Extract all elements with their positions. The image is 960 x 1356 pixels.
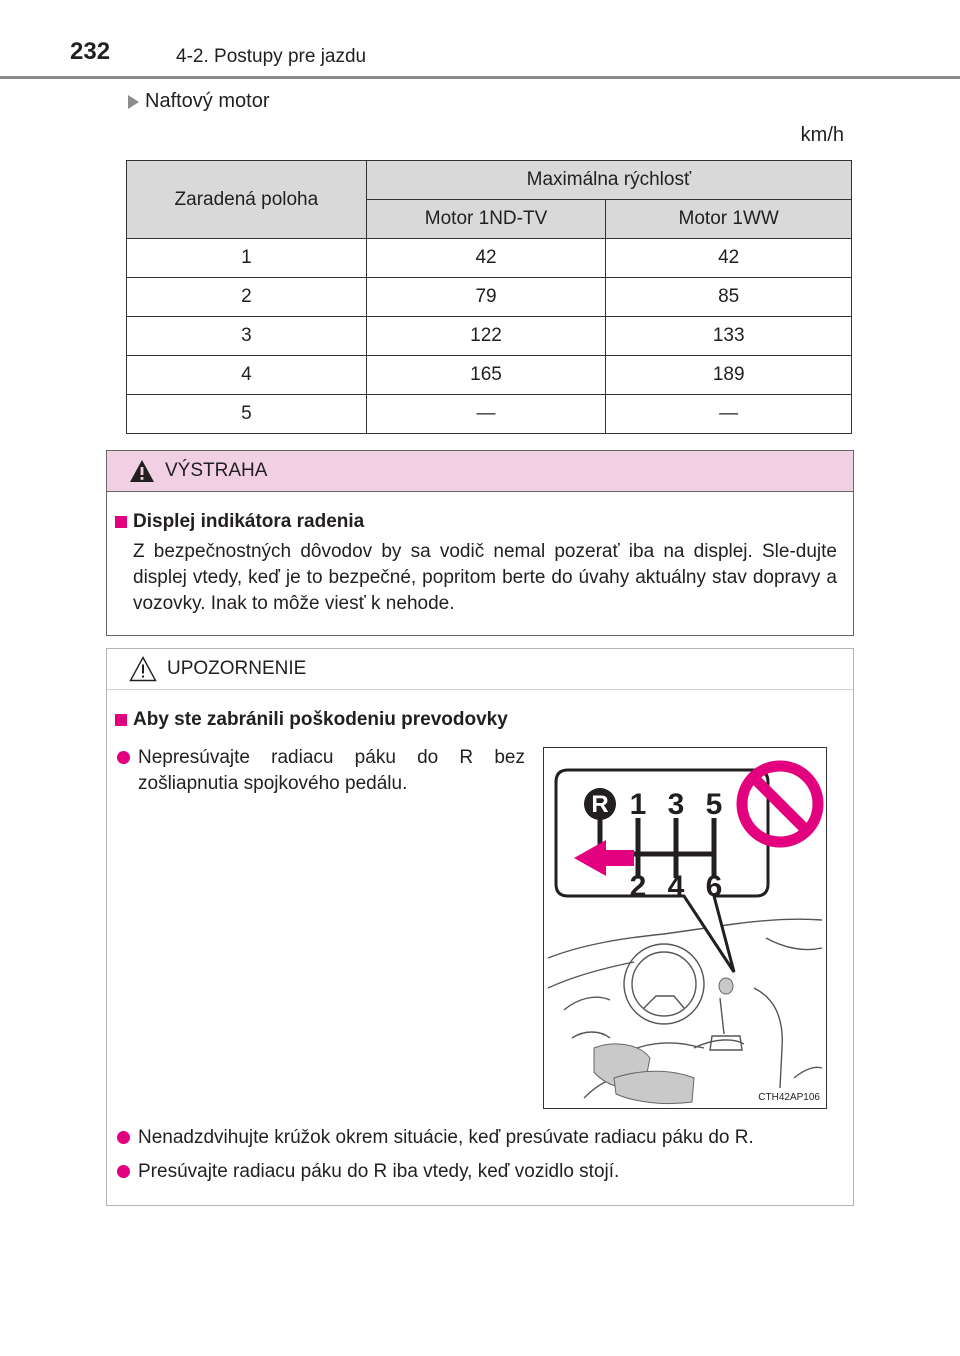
list-item-text: Nepresúvajte radiacu páku do R bez zošliapnutia spojkového pedálu.	[138, 747, 525, 794]
table-cell: 133	[606, 317, 852, 356]
dot-bullet-icon	[117, 1131, 130, 1144]
notice-box	[106, 648, 854, 1206]
list-item	[117, 745, 525, 797]
warning-triangle-icon	[129, 459, 155, 483]
header-position: Zaradená poloha	[127, 161, 367, 239]
square-bullet-icon	[115, 714, 127, 726]
notice-subheading	[115, 709, 508, 731]
gear-shift-illustration	[543, 747, 827, 1109]
gear-label: 2	[629, 870, 647, 903]
list-item-text: Nenadzdvihujte krúžok okrem situácie, keď presúvate radiacu páku do R.	[138, 1127, 754, 1148]
table-cell: 189	[606, 356, 852, 395]
square-bullet-icon	[115, 516, 127, 528]
caution-triangle-icon	[129, 656, 157, 682]
heading-text: Naftový motor	[145, 90, 270, 112]
list-item	[117, 1125, 847, 1151]
table-cell: —	[366, 395, 606, 434]
notice-title: UPOZORNENIE	[167, 658, 307, 679]
header-engine-a: Motor 1ND-TV	[366, 200, 606, 239]
triangle-bullet-icon	[128, 95, 139, 109]
table-cell: 165	[366, 356, 606, 395]
gear-label-r: R	[591, 791, 609, 818]
table-cell: 5	[127, 395, 367, 434]
table-cell: 85	[606, 278, 852, 317]
table-cell: 122	[366, 317, 606, 356]
gear-label: 6	[705, 870, 723, 903]
dot-bullet-icon	[117, 1165, 130, 1178]
header-engine-b: Motor 1WW	[606, 200, 852, 239]
speed-table	[126, 160, 852, 434]
gear-label: 5	[705, 788, 723, 821]
warning-subheading-text: Displej indikátora radenia	[133, 511, 365, 532]
table-cell: 4	[127, 356, 367, 395]
dot-bullet-icon	[117, 751, 130, 764]
table-row	[127, 395, 852, 434]
notice-header	[107, 649, 853, 690]
warning-subheading	[115, 511, 364, 533]
section-title: 4-2. Postupy pre jazdu	[176, 46, 367, 67]
header-rule	[0, 76, 960, 79]
page-number: 232	[70, 38, 111, 65]
gear-label: 3	[667, 788, 685, 821]
warning-header	[107, 451, 853, 492]
table-cell: 1	[127, 239, 367, 278]
table-cell: 42	[366, 239, 606, 278]
warning-text: Z bezpečnostných dôvodov by sa vodič nemal pozerať iba na displej. Sle-dujte displej vtedy, keď je to bezpečné, popritom berte do úvahy aktuálny stav dopravy a vozovky. Inak to môže viesť k nehode.	[133, 541, 837, 614]
table-cell: 2	[127, 278, 367, 317]
table-row	[127, 278, 852, 317]
table-cell: —	[606, 395, 852, 434]
table-row	[127, 317, 852, 356]
table-cell: 3	[127, 317, 367, 356]
header-max-speed: Maximálna rýchlosť	[366, 161, 851, 200]
gear-label: 1	[629, 788, 647, 821]
illustration-code: CTH42AP106	[758, 1092, 820, 1103]
list-item-text: Presúvajte radiacu páku do R iba vtedy, keď vozidlo stojí.	[138, 1161, 620, 1182]
gear-label: 4	[667, 870, 685, 903]
table-row	[127, 239, 852, 278]
heading	[128, 90, 269, 113]
list-item	[117, 1159, 847, 1185]
unit-label: km/h	[800, 124, 844, 146]
table-cell: 79	[366, 278, 606, 317]
notice-subheading-text: Aby ste zabránili poškodeniu prevodovky	[133, 709, 508, 730]
warning-box	[106, 450, 854, 636]
table-cell: 42	[606, 239, 852, 278]
table-row	[127, 356, 852, 395]
warning-title: VÝSTRAHA	[165, 460, 268, 481]
gear-illustration-svg	[544, 748, 826, 1108]
